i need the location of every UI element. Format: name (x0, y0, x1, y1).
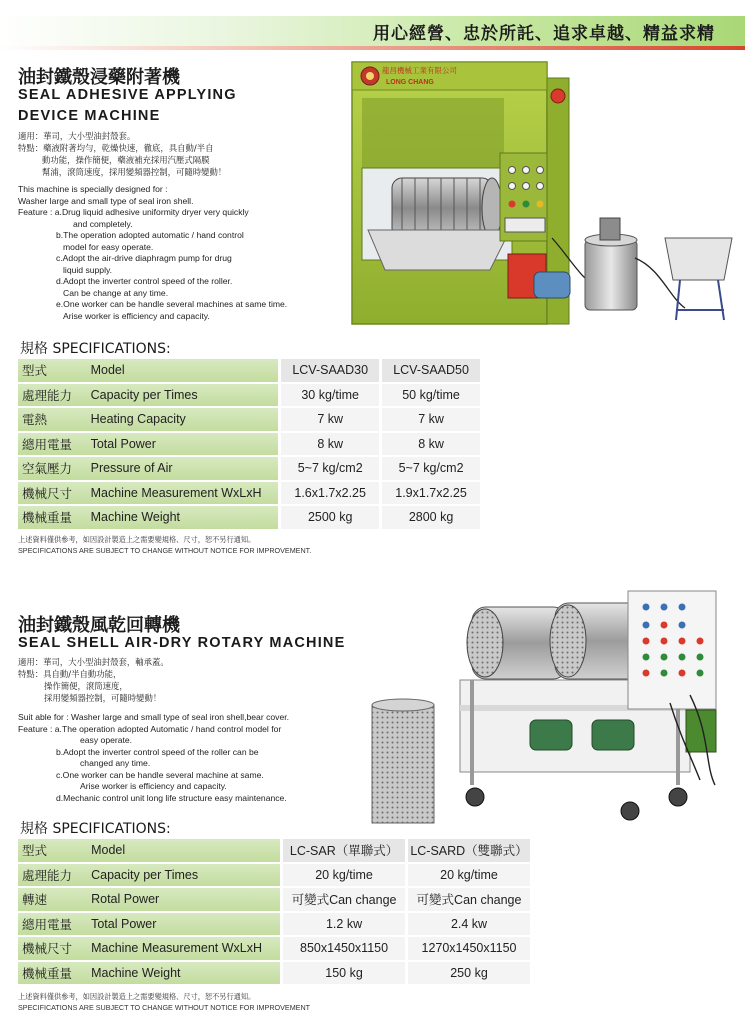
perforated-basket (372, 705, 434, 823)
motor-left (530, 720, 572, 750)
machine2-desc-zh: 適用：華司，大小型油封殼套，軸承蓋。 特點：具自動/半自動功能， 操作簡便，滾筒速度， 採用變頻器控制，可隨時變動！ (18, 657, 169, 703)
machine1-title-en-line1: SEAL ADHESIVE APPLYING (18, 87, 237, 103)
slogan-text: 用心經營、忠於所託、追求卓越、精益求精 (373, 24, 715, 44)
table-row: 總用電量 Total Power 8 kw 8 kw (18, 433, 480, 456)
caster-wheel (466, 788, 484, 806)
logo-company-en: LONG CHANG (386, 79, 434, 86)
machine2-note-zh: 上述資料僅供參考，如因設計製造上之需要變規格、尺寸，恕不另行通知。 (18, 992, 256, 1001)
machine2-spec-table (18, 837, 530, 986)
machine2-desc-en: Suit able for : Washer large and small type of seal iron shell,bear cover. Feature : a.The operation adopted Automatic / hand control model for easy operate. b.Adopt the inverter control speed of the roller can be changed any time. c.One worker can be handle several machine at same. Arise worker is efficiency and capacity. d.Mechanic control unit long life structure easy maintenance. (18, 712, 289, 803)
machine2-note-en: SPECIFICATIONS ARE SUBJECT TO CHANGE WITHOUT NOTICE FOR IMPROVEMENT (18, 1003, 311, 1012)
table-row: 機械尺寸 Machine Measurement WxLxH 1.6x1.7x2.25 1.9x1.7x2.25 (18, 482, 480, 505)
table-row: 處理能力 Capacity per Times 20 kg/time 20 kg/time (18, 864, 530, 887)
table-row: 總用電量 Total Power 1.2 kw 2.4 kw (18, 913, 530, 936)
table-row: 機械重量 Machine Weight 150 kg 250 kg (18, 962, 530, 985)
machine1-spec-table (18, 357, 480, 531)
machine1-desc-zh: 適用：華司，大小型油封殼套。 特點：藥液附著均勻，乾燥快速，徹底，具自動/半自 動功能，操作簡便，藥液補充採用汽壓式隔膜 幫浦，滾筒速度，採用變頻器控制，可隨時變動！ (18, 131, 227, 177)
machine1-note-zh: 上述資料僅供參考，如因設計製造上之需要變規格、尺寸，恕不另行通知。 (18, 535, 256, 544)
machine2-title-zh: 油封鐵殼風乾回轉機 (18, 615, 180, 636)
machine1-photo (340, 58, 735, 330)
banner-red-stripe (0, 46, 745, 50)
machine2-photo (360, 585, 738, 830)
machine2-spec-heading: 規格 SPECIFICATIONS: (20, 821, 171, 837)
caster-wheel (621, 802, 639, 820)
table-row: 型式 Model LCV-SAAD30 LCV-SAAD50 (18, 359, 480, 382)
adhesive-tank (585, 240, 637, 310)
machine2-title-en: SEAL SHELL AIR-DRY ROTARY MACHINE (18, 635, 346, 651)
table-row: 電熱 Heating Capacity 7 kw 7 kw (18, 408, 480, 431)
control-cabinet (628, 591, 716, 709)
logo-company-zh: 龍昌機械工業有限公司 (382, 66, 457, 75)
slogan-banner (0, 16, 745, 48)
machine1-title-en-line2: DEVICE MACHINE (18, 108, 161, 124)
table-row: 機械尺寸 Machine Measurement WxLxH 850x1450x1150 1270x1450x1150 (18, 937, 530, 960)
table-row: 空氣壓力 Pressure of Air 5~7 kg/cm2 5~7 kg/cm2 (18, 457, 480, 480)
motor-right (592, 720, 634, 750)
table-row: 處理能力 Capacity per Times 30 kg/time 50 kg/time (18, 384, 480, 407)
machine1-spec-heading: 規格 SPECIFICATIONS: (20, 341, 171, 357)
table-row: 型式 Model LC-SAR（單聯式） LC-SARD（雙聯式） (18, 839, 530, 862)
machine1-title-zh: 油封鐵殼浸藥附著機 (18, 67, 180, 88)
table-row: 轉速 Rotal Power 可變式Can change 可變式Can change (18, 888, 530, 911)
machine1-desc-en: This machine is specially designed for : Washer large and small type of seal iron shell. Feature : a.Drug liquid adhesive uniformity dryer very quickly and completely. b.The operation adopted automatic / hand control model for easy operate. c.Adopt the air-drive diaphragm pump for drug liquid supply. d.Adopt the inverter control speed of the roller. Can be change at any time. e.One worker can be handle several machines at same time. Arise worker is efficiency and capacity. (18, 184, 288, 321)
table-row: 機械重量 Machine Weight 2500 kg 2800 kg (18, 506, 480, 529)
coating-drum (392, 178, 492, 238)
tray-cart (665, 238, 732, 280)
caster-wheel (669, 788, 687, 806)
machine1-note-en: SPECIFICATIONS ARE SUBJECT TO CHANGE WITHOUT NOTICE FOR IMPROVEMENT. (18, 546, 312, 555)
